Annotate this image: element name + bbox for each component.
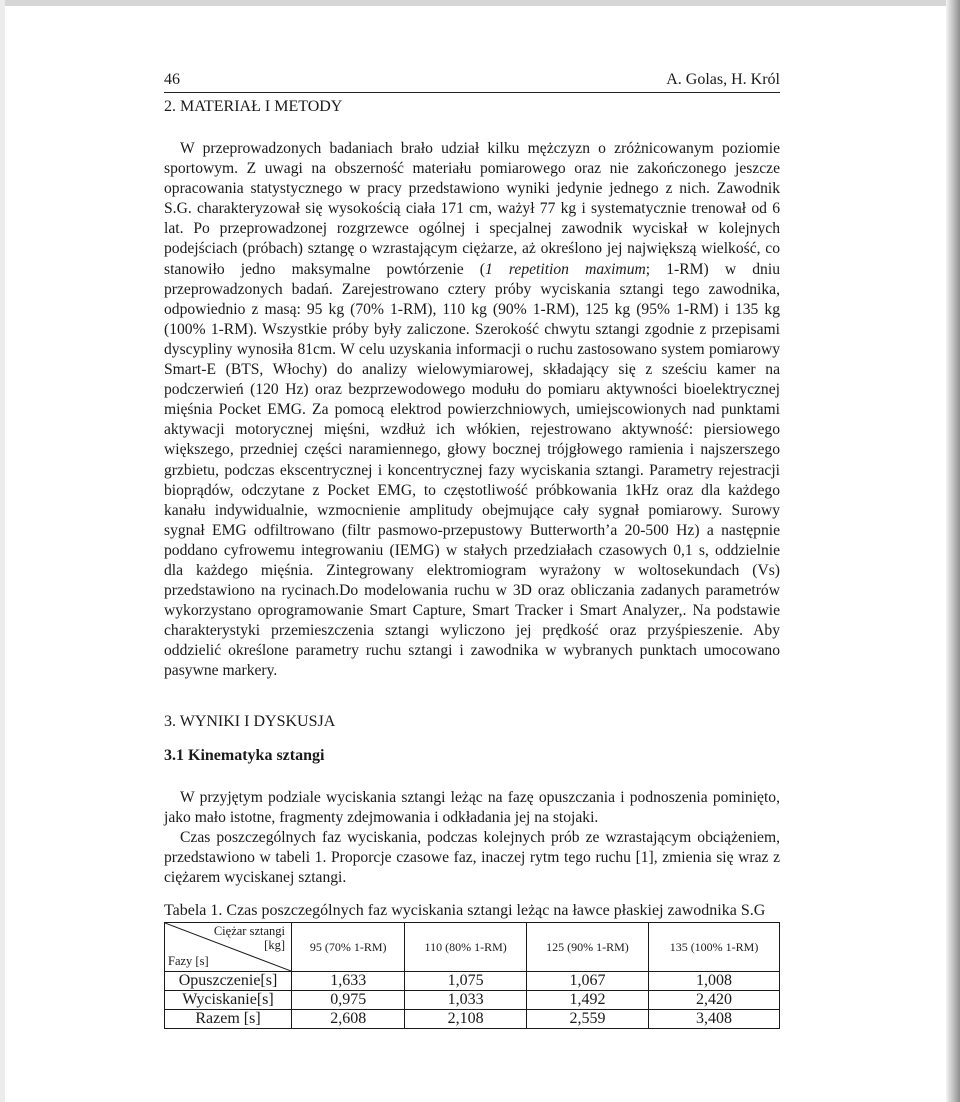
phase-time-table (164, 922, 780, 1029)
corner-bottom-label: Fazy [s] (168, 954, 209, 968)
subsection31-title: 3.1 Kinematyka sztangi (164, 746, 325, 764)
section2-text-rest: ; 1-RM) w dniu przeprowadzonych badań. Zarejestrowano cztery próby wyciskania sztangi tego zawodnika, odpowiednio z masą: 95 kg (70% 1-RM), 110 kg (90% 1-RM), 125 kg (95% 1-RM) i 135 kg (100% 1-RM). Wszystkie próby były zaliczone. Szerokość chwytu sztangi zgodnie z przepisami dyscypliny wynosiła 81cm. W celu uzyskania informacji o ruchu zastosowano system pomiarowy Smart-E (BTS, Włochy) do analizy wielowymiarowej, składający się z sześciu kamer na podczerwień (120 Hz) oraz bezprzewodowego modułu do pomiaru aktywności bioelektrycznej mięśnia Pocket EMG. Za pomocą elektrod powierzchniowych, umiejscowionych nad punktami aktywacji motorycznej mięśni, wzdłuż ich włókien, rejestrowano aktywność: piersiowego większego, przedniej części naramiennego, głowy bocznej trójgłowego ramienia i najszerszego grzbietu, podczas ekscentrycznej i koncentrycznej fazy wyciskania sztangi. Parametry rejestracji bioprądów, odczytane z Pocket EMG, to częstotliwość próbkowania 1kHz oraz dla każdego kanału indywidualnie, wzmocnienie amplitudy obejmujące cały sygnał pomiarowy. Surowy sygnał EMG odfiltrowano (filtr pasmowo-przepustowy Butterworth’a 20-500 Hz) a następnie poddano cyfrowemu integrowaniu (IEMG) w stałych przedziałach czasowych 0,1 s, oddzielnie dla każdego mięśnia. Zintegrowany elektromiogram wyrażony w woltosekundach (Vs) przedstawiono na rycinach.Do modelowania ruchu w 3D oraz obliczania zadanych parametrów wykorzystano oprogramowanie Smart Capture, Smart Tracker i Smart Analyzer,. Na podstawie charakterystyki przemieszczenia sztangi wyliczono jej prędkość oraz przyśpieszenie. Aby oddzielić określone parametry ruchu sztangi i zawodnika w wybranych punktach umocowano pasywne markery. (164, 260, 780, 680)
row-label: Wyciskanie[s] (165, 991, 292, 1010)
table-cell: 2,608 (292, 1010, 405, 1029)
running-header (164, 70, 780, 93)
table-cell: 1,492 (526, 991, 648, 1010)
column-header: 125 (90% 1-RM) (526, 923, 648, 972)
section2-paragraph (164, 139, 780, 682)
table-cell: 2,420 (649, 991, 780, 1010)
table-cell: 2,559 (526, 1010, 648, 1029)
authors: A. Golas, H. Król (666, 71, 780, 88)
row-label: Razem [s] (165, 1010, 292, 1029)
page-number: 46 (164, 71, 180, 88)
scan-edge-right (946, 0, 960, 1102)
section3-paragraph-2: Czas poszczególnych faz wyciskania, podczas kolejnych prób ze wzrastającym obciążeniem, przedstawiono w tabeli 1. Proporcje czasowe faz, inaczej rytm tego ruchu [1], zmienia się wraz z ciężarem wyciskanej sztangi. (164, 828, 780, 886)
table-cell: 1,075 (405, 972, 527, 991)
section2-title: 2. MATERIAŁ I METODY (164, 98, 343, 115)
row-label: Opuszczenie[s] (165, 972, 292, 991)
table-cell: 0,975 (292, 991, 405, 1010)
section3-title: 3. WYNIKI I DYSKUSJA (164, 712, 336, 730)
scan-edge-top (0, 0, 960, 6)
document-page (164, 70, 780, 1029)
table-cell: 1,633 (292, 972, 405, 991)
table-cell: 3,408 (649, 1010, 780, 1029)
section3-paragraph-1: W przyjętym podziale wyciskania sztangi leżąc na fazę opuszczania i podnoszenia pominięto, jako mało istotne, fragmenty zdejmowania i odkładania jej na stojaki. (164, 788, 780, 826)
corner-top-line1: Ciężar sztangi (213, 924, 285, 938)
table-cell: 1,033 (405, 991, 527, 1010)
table-caption: Tabela 1. Czas poszczególnych faz wyciskania sztangi leżąc na ławce płaskiej zawodnika S.G (164, 902, 766, 919)
table-cell: 1,008 (649, 972, 780, 991)
scan-edge-left (0, 0, 5, 1102)
column-header: 135 (100% 1-RM) (649, 923, 780, 972)
column-header: 110 (80% 1-RM) (405, 923, 527, 972)
section2-text: W przeprowadzonych badaniach brało udział kilku mężczyzn o zróżnicowanym poziomie sportowym. Z uwagi na obszerność materiału pomiarowego oraz nie zakończonego jeszcze opracowania statystycznego w pracy przedstawiono wyniki jedynie jednego z nich. Zawodnik S.G. charakteryzował się wysokością ciała 171 cm, ważył 77 kg i systematycznie trenował od 6 lat. Po przeprowadzonej rozgrzewce ogólnej i specjalnej zawodnik wyciskał w kolejnych podejściach (próbach) sztangę o wzrastającym ciężarze, aż określono jej największą wielkość, co stanowiło jedno maksymalne powtórzenie ( (164, 140, 780, 278)
table-cell: 1,067 (526, 972, 648, 991)
table-row (165, 991, 780, 1010)
table-corner-cell (165, 923, 292, 972)
corner-top-line2: [kg] (264, 938, 285, 952)
table-header-row (165, 923, 780, 972)
table-row (165, 1010, 780, 1029)
table-cell: 2,108 (405, 1010, 527, 1029)
corner-top-label (214, 924, 285, 952)
column-header: 95 (70% 1-RM) (292, 923, 405, 972)
table-row (165, 972, 780, 991)
section2-italic: 1 repetition maximum (484, 260, 646, 278)
